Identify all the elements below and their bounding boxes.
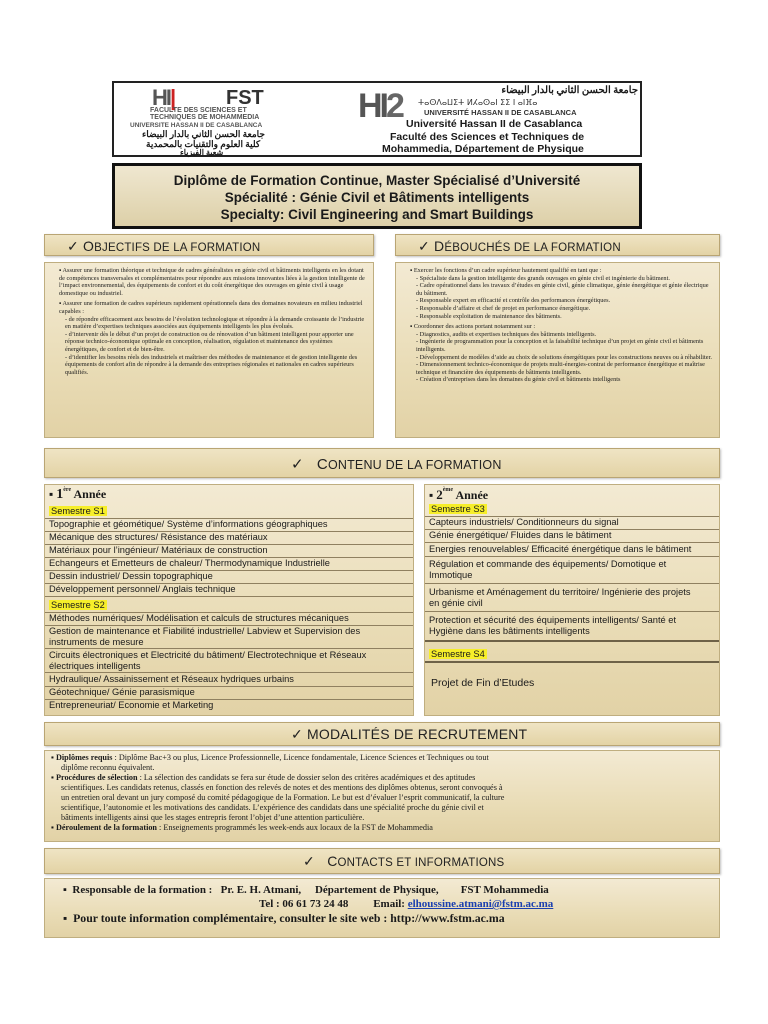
right-fac-1: Faculté des Sciences et Techniques de — [390, 131, 585, 143]
debouches-item: - Création d’entreprises dans les domaines du génie civil et bâtiments intelligents — [416, 376, 621, 384]
uh2c-logo — [358, 85, 640, 157]
fst-brand: FST — [226, 87, 264, 109]
course-row: Topographie et géométique/ Système d’informations géographiques — [45, 518, 413, 532]
year2-heading: ▪ 2ème Année — [429, 487, 489, 502]
email-link[interactable]: elhoussine.atmani@fstm.ac.ma — [407, 898, 554, 910]
debouches-item: - Responsable exploitation de maintenance des bâtiments. — [416, 312, 562, 320]
fst-logo — [120, 85, 370, 155]
title-line-1: Diplôme de Formation Continue, Master Spécialisé d’Université — [173, 173, 581, 188]
debouches-header — [395, 234, 720, 256]
course-row: Protection et sécurité des équipements intelligents/ Santé et Hygiène dans les bâtiments intelligents — [425, 614, 719, 642]
left-ar-2: كلية العلوم والتقنيات بالمحمدية — [146, 139, 261, 149]
objectifs-item: - de répondre efficacement aux besoins de l’évolution technologique et répondre à la demande croissante de l’industrie en matière d’expertises techniques associées aux équipements intelligents les plus évolués. — [65, 315, 365, 331]
contact-tel-email: Tel : 06 61 73 24 48 Email: elhoussine.atmani@fstm.ac.ma — [259, 898, 554, 910]
title-line-3: Specialty: Civil Engineering and Smart Buildings — [220, 207, 534, 222]
course-row: Génie énergétique/ Fluides dans le bâtiment — [425, 529, 719, 543]
contacts-title-first: C — [327, 853, 338, 869]
course-row: Régulation et commande des équipements/ Domotique et Immotique — [425, 558, 719, 584]
debouches-item: ▪ Coordonner des actions portant notamment sur : — [410, 323, 536, 331]
recrutement-diplomes: ▪ Diplômes requis : Diplôme Bac+3 ou plus, Licence Professionnelle, Licence fondamentale, Licence Sciences et Techniques ou tout — [51, 753, 489, 762]
left-ar-1: جامعة الحسن الثاني بالدار البيضاء — [142, 129, 265, 139]
left-fr-1: FACULTE DES SCIENCES ET — [150, 107, 247, 114]
contenu-title-first: C — [316, 456, 328, 473]
recrutement-deroulement: ▪ Déroulement de la formation : Enseignements programmés les week-ends aux locaux de la FST de Mohammedia — [51, 823, 433, 832]
course-row: Urbanisme et Aménagement du territoire/ Ingénierie des projets en génie civil — [425, 586, 719, 612]
right-ar: جامعة الحسن الثاني بالدار البيضاء — [501, 85, 638, 96]
debouches-item: - Développement de modèles d’aide au choix de solutions énergétiques pour les constructions neuves ou à réhabiliter. — [416, 353, 712, 361]
objectifs-header — [44, 234, 374, 256]
check-icon: ✓ — [291, 456, 304, 473]
debouches-item: - Spécialiste dans la gestion intelligente des grands ouvrages en génie civil et ingénierie du bâtiment. — [416, 274, 670, 282]
year1-heading: ▪ 1ère Année — [49, 487, 107, 502]
check-icon: ✓ — [67, 238, 79, 254]
left-ar-3: شعبة الفيزياء — [180, 148, 224, 157]
semester-s1: Semestre S1 — [45, 505, 413, 519]
course-row: Mécanique des structures/ Résistance des matériaux — [45, 531, 413, 545]
debouches-item: ▪ Exercer les fonctions d’un cadre supérieur hautement qualifié en tant que : — [410, 267, 602, 274]
debouches-item: - Ingénierie de programmation pour la conception et la faisabilité technique d’un projet en génie civil et bâtiments intelligents. — [416, 338, 704, 353]
recrutement-header — [44, 722, 720, 746]
course-row: Circuits électroniques et Electricité du bâtiment/ Electrotechnique et Réseaux électriques intelligents — [45, 649, 413, 673]
right-univ: Université Hassan II de Casablanca — [406, 118, 583, 130]
recrutement-body — [44, 750, 720, 842]
recrutement-procedures-cont: un entretien oral devant un jury composé du comité pédagogique de la Formation. Le but est d’évaluer l’esprit communicatif, la culture — [61, 793, 505, 802]
right-univ-caps: UNIVERSITÉ HASSAN II DE CASABLANCA — [424, 108, 577, 117]
debouches-item: - Diagnostics, audits et expertises techniques des bâtiments intelligents. — [416, 330, 597, 338]
objectifs-title-rest: BJECTIFS DE LA FORMATION — [94, 242, 261, 254]
course-row: Matériaux pour l’ingénieur/ Matériaux de construction — [45, 544, 413, 558]
fst-monogram-icon: HI| — [152, 85, 175, 110]
debouches-item: - Cadre opérationnel dans les travaux d’études en génie civil, génie climatique, génie énergétique et génie électrique du bâtiment. — [416, 282, 709, 297]
course-row: Dessin industriel/ Dessin topographique — [45, 570, 413, 584]
year2-table — [424, 484, 720, 716]
recrutement-procedures-cont: scientifique, l’autonomie et les motivations des candidats. L’expérience des candidats dans une spécialité proche du génie civil et — [61, 803, 484, 812]
objectifs-item: ▪ Assurer une formation de cadres supérieurs rapidement opérationnels dans des domaines novateurs en milieu industriel capables : — [59, 300, 363, 315]
recrutement-title: MODALITÉS DE RECRUTEMENT — [307, 726, 528, 742]
title-line-2: Spécialité : Génie Civil et Bâtiments intelligents — [224, 190, 530, 205]
course-row: Géotechnique/ Génie parasismique — [45, 686, 413, 700]
year1-table — [44, 484, 414, 716]
debouches-item: - Responsable expert en efficacité et contrôle des performances énergétiques. — [416, 297, 611, 305]
contenu-title-rest: ONTENU DE LA FORMATION — [327, 458, 502, 472]
objectifs-body — [44, 262, 374, 438]
recrutement-procedures: ▪ Procédures de sélection : La sélection des candidats se fera sur étude de dossier selon des critères académiques et des aptitudes — [51, 773, 476, 782]
contact-responsable: ▪ Responsable de la formation : Pr. E. H. Atmani, Département de Physique, FST Mohammedia — [63, 884, 549, 896]
course-row: Développement personnel/ Anglais technique — [45, 583, 413, 597]
check-icon: ✓ — [418, 238, 430, 254]
course-row: Entrepreneuriat/ Economie et Marketing — [49, 700, 214, 710]
semester-s2: Semestre S2 — [45, 599, 413, 613]
debouches-item: - Responsable d’affaire et chef de projet en performance énergétique. — [416, 304, 591, 312]
objectifs-item: ▪ Assurer une formation théorique et technique de cadres généralistes en génie civil et bâtiments intelligents en les dotant de compétences transversales et complémentaires pour répondre aux missions innovantes liées à la gestion intelligente de l’impact environnemental, des équipements de confort et du coût énergétique des ouvrages en génie civil à usage domestique ou industriel. — [59, 267, 365, 297]
debouches-body — [395, 262, 720, 438]
objectifs-item: - d’identifier les besoins réels des industriels et maîtriser des méthodes de maintenance et de gestion intelligente des équipements de confort afin de répondre à la demande des entreprises régionales et nationales en cadres supérieurs qualifiés. — [65, 353, 358, 376]
check-icon: ✓ — [303, 853, 315, 869]
course-row: Energies renouvelables/ Efficacité énergétique dans le bâtiment — [425, 543, 719, 557]
program-title-box — [112, 163, 642, 229]
course-row: Hydraulique/ Assainissement et Réseaux hydriques urbains — [45, 673, 413, 687]
check-icon: ✓ — [291, 726, 303, 742]
uh2c-monogram-icon: HI2 — [358, 87, 402, 125]
header-logos — [112, 81, 642, 157]
recrutement-procedures-cont: scientifiques. Les candidats retenus, classés en fonction des relevés de notes et des mentions des diplômes obtenus, seront convoqués à — [61, 783, 503, 792]
course-row: Echangeurs et Emetteurs de chaleur/ Thermodynamique Industrielle — [45, 557, 413, 571]
debouches-title-rest: ÉBOUCHÉS DE LA FORMATION — [444, 242, 621, 254]
semester-s3: Semestre S3 — [425, 503, 719, 517]
recrutement-procedures-cont: bâtiments intelligents ainsi que les stages entrepris feront l’objet d’une attention particulière. — [61, 813, 365, 822]
objectifs-title-first: O — [83, 238, 95, 254]
contact-web: ▪ Pour toute information complémentaire, consulter le site web : http://www.fstm.ac.ma — [63, 911, 505, 925]
debouches-title-first: D — [434, 238, 445, 254]
left-fr-3: UNIVERSITE HASSAN II DE CASABLANCA — [130, 122, 263, 129]
contacts-header — [44, 848, 720, 874]
course-row: Capteurs industriels/ Conditionneurs du signal — [425, 516, 719, 530]
recrutement-diplomes-cont: diplôme reconnu équivalent. — [61, 763, 155, 772]
contacts-body — [44, 878, 720, 938]
right-fac-2: Mohammedia, Département de Physique — [382, 143, 584, 155]
course-row: Gestion de maintenance et Fiabilité industrielle/ Labview et Supervision des instruments de mesure — [45, 625, 413, 649]
projet-fin-etudes: Projet de Fin d’Etudes — [431, 677, 535, 689]
debouches-item: - Dimensionnement technico-économique de projets multi-énergies-contrat de performance énergétique et maîtrise technique et financière des équipements de bâtiments intelligents. — [416, 361, 705, 376]
semester-s4: Semestre S4 — [425, 648, 719, 663]
course-row: Méthodes numériques/ Modélisation et calculs de structures mécaniques — [45, 612, 413, 626]
contenu-header — [44, 448, 720, 478]
contacts-title-rest: ONTACTS ET INFORMATIONS — [337, 857, 505, 869]
left-fr-2: TECHNIQUES DE MOHAMMEDIA — [150, 114, 260, 121]
objectifs-item: - d’intervenir dès le début d’un projet de construction ou de rénovation d’un bâtiment intelligent pour apporter une réponse technico-économique optimale en conception, réalisation, régulation et maintenance des systèmes énergétiques, de confort et de bien-être. — [65, 330, 354, 353]
right-tifinagh: ⵜⴰⵙⴷⴰⵡⵉⵜ ⵍⵃⴰⵙⴰⵏ ⵉⵉ ⵏ ⴰⵏⴼⴰ — [418, 98, 538, 107]
